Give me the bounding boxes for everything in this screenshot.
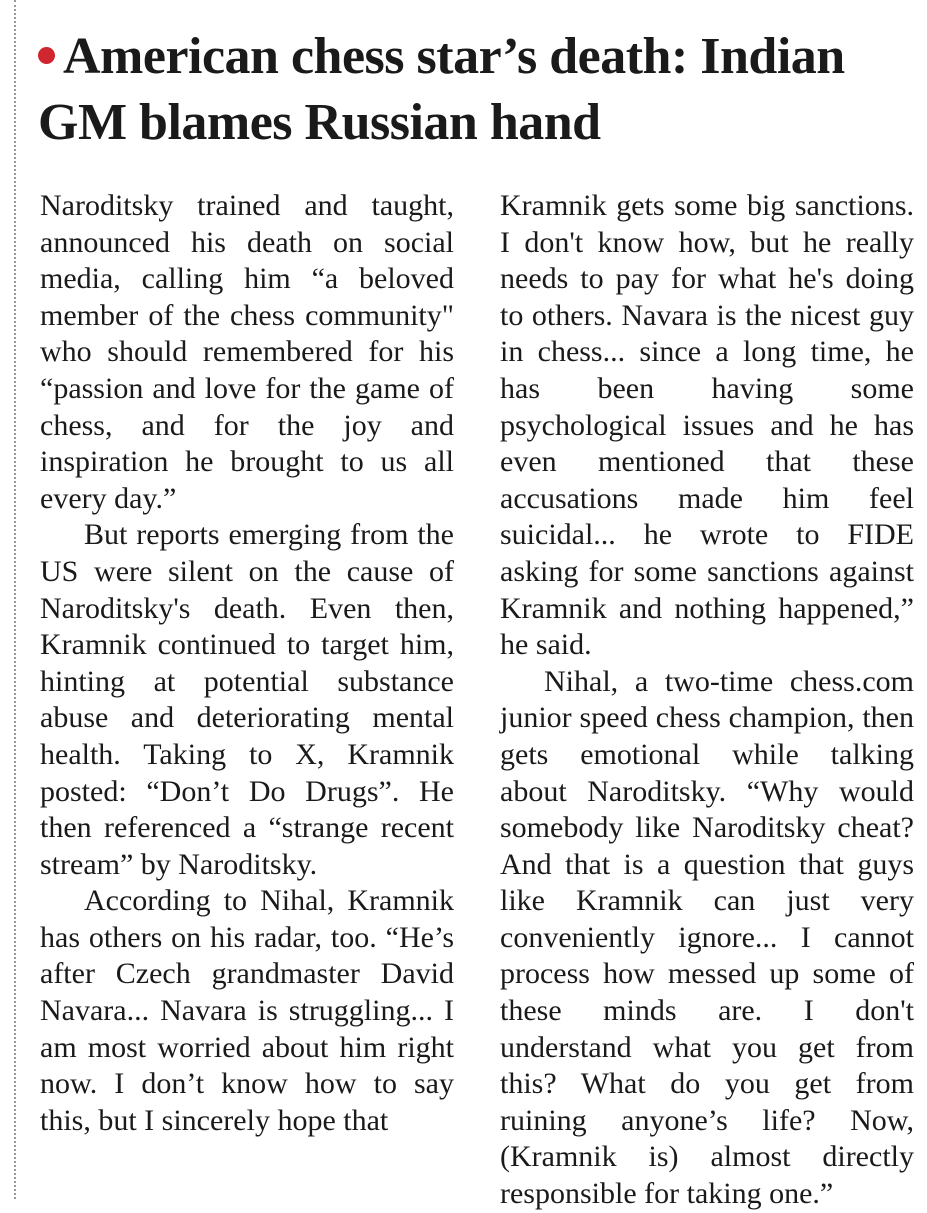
article-headline xyxy=(38,24,918,156)
paragraph: Naroditsky trained and taught, announced his death on social media, calling him “a beloved member of the chess community" who should remembered for his “passion and love for the game of chess, and for the joy and inspiration he brought to us all every day.” xyxy=(40,189,454,515)
left-column xyxy=(40,188,454,1139)
paragraph: Nihal, a two-time chess.com junior speed chess champion, then gets emotional while talking about Naroditsky. “Why would somebody like Naroditsky cheat? And that is a question that guys like Kramnik can just very conveniently ignore... I cannot process how messed up some of these minds are. I don't understand what you get from this? What do you get from ruining anyone’s life? Now, (Kramnik is) almost directly responsible for taking one.” xyxy=(500,664,914,1211)
red-bullet-icon xyxy=(38,47,55,64)
paragraph: According to Nihal, Kramnik has others on his radar, too. “He’s after Czech grandmaster David Navara... Navara is struggling... I am most worried about him right now. I don’t know how to say this, but I sincerely hope that xyxy=(40,884,454,1137)
right-column xyxy=(500,188,914,1213)
paragraph: But reports emerging from the US were silent on the cause of Naroditsky's death. Even then, Kramnik continued to target him, hinting at potential substance abuse and deteriorating mental health. Taking to X, Kramnik posted: “Don’t Do Drugs”. He then referenced a “strange recent stream” by Naroditsky. xyxy=(40,518,454,881)
dotted-cut-line xyxy=(14,0,16,1199)
headline-text: American chess star’s death: Indian GM blames Russian hand xyxy=(38,28,845,151)
paragraph: Kramnik gets some big sanctions. I don't know how, but he really needs to pay for what he's doing to others. Navara is the nicest guy in chess... since a long time, he has been having some psychological issues and he has even mentioned that these accusations made him feel suicidal... he wrote to FIDE asking for some sanctions against Kramnik and nothing happened,” he said. xyxy=(500,189,914,662)
